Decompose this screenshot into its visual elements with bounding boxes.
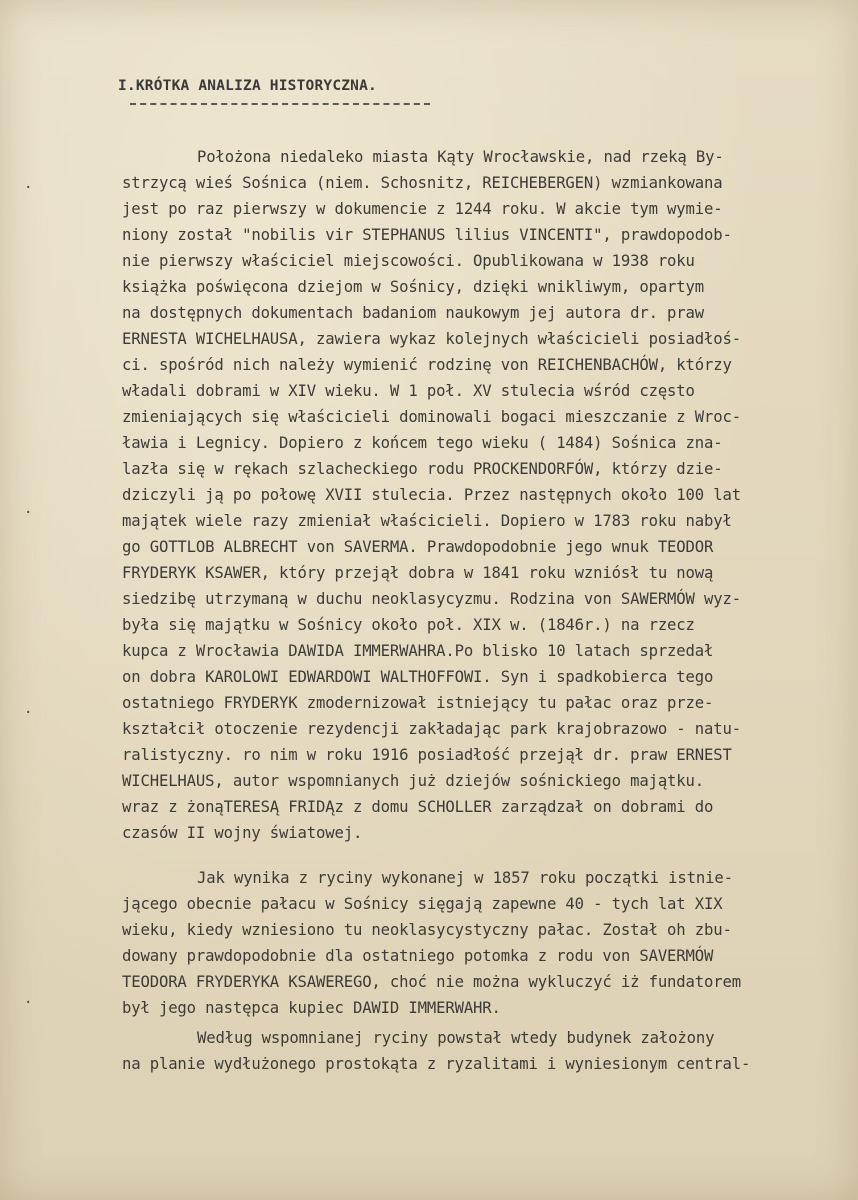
margin-mark: · [24, 705, 33, 721]
text-line: Położona niedaleko miasta Kąty Wrocławskie, nad rzeką By- [197, 148, 724, 166]
text-line: ci. spośród nich należy wymienić rodzinę von REICHENBACHÓW, którzy [122, 356, 732, 374]
title-underline [130, 103, 430, 105]
text-line: książka poświęcona dziejom w Sośnicy, dzięki wnikliwym, opartym [122, 278, 705, 296]
margin-mark: · [24, 180, 33, 196]
text-line: siedzibę utrzymaną w duchu neoklasycyzmu. Rodzina von SAWERMÓW wyz- [122, 590, 741, 608]
text-line: on dobra KAROLOWI EDWARDOWI WALTHOFFOWI. Syn i spadkobierca tego [122, 668, 714, 686]
section-title: I.KRÓTKA ANALIZA HISTORYCZNA. [118, 78, 377, 94]
text-line: dowany prawdopodobnie dla ostatniego potomka z rodu von SAVERMÓW [122, 947, 714, 965]
text-line: jącego obecnie pałacu w Sośnicy sięgają zapewne 40 - tych lat XIX [122, 895, 723, 913]
text-line: strzycą wieś Sośnica (niem. Schosnitz, REICHEBERGEN) wzmiankowana [122, 174, 723, 192]
text-line: była się majątku w Sośnicy około poł. XIX w. (1846r.) na rzecz [122, 616, 695, 634]
text-line: kupca z Wrocławia DAWIDA IMMERWAHRA.Po blisko 10 latach sprzedał [122, 642, 714, 660]
text-line: lazła się w rękach szlacheckiego rodu PROCKENDORFÓW, którzy dzie- [122, 460, 723, 478]
text-line: był jego następca kupiec DAWID IMMERWAHR. [122, 999, 501, 1017]
text-line: WICHELHAUS, autor wspomnianych już dziejów sośnickiego majątku. [122, 772, 705, 790]
text-line: jest po raz pierwszy w dokumencie z 1244 roku. W akcie tym wymie- [122, 200, 723, 218]
text-line: wieku, kiedy wzniesiono tu neoklasycystyczny pałac. Został oh zbu- [122, 921, 732, 939]
text-line: majątek wiele razy zmieniał właścicieli. Dopiero w 1783 roku nabył [122, 512, 732, 530]
text-line: nie pierwszy właściciel miejscowości. Opublikowana w 1938 roku [122, 252, 695, 270]
text-line: dziczyli ją po połowę XVII stulecia. Przez następnych około 100 lat [122, 486, 741, 504]
text-line: TEODORA FRYDERYKA KSAWEREGO, choć nie można wykluczyć iż fundatorem [122, 973, 741, 991]
text-line: ostatniego FRYDERYK zmodernizował istniejący tu pałac oraz prze- [122, 694, 714, 712]
text-line: zmieniających się właścicieli dominowali bogaci mieszczanie z Wroc- [122, 408, 741, 426]
text-line: ralistyczny. ro nim w roku 1916 posiadłość przejął dr. praw ERNEST [122, 746, 732, 764]
text-line: Według wspomnianej ryciny powstał wtedy budynek założony [197, 1029, 715, 1047]
text-line: ławia i Legnicy. Dopiero z końcem tego wieku ( 1484) Sośnica zna- [122, 434, 723, 452]
text-line: na planie wydłużonego prostokąta z ryzalitami i wyniesionym central- [122, 1055, 751, 1073]
text-line: na dostępnych dokumentach badaniom naukowym jej autora dr. praw [122, 304, 705, 322]
text-line: ERNESTA WICHELHAUSA, zawiera wykaz kolejnych właścicieli posiadłoś- [122, 330, 741, 348]
margin-mark: · [24, 995, 33, 1011]
text-line: FRYDERYK KSAWER, który przejął dobra w 1841 roku wzniósł tu nową [122, 564, 714, 582]
text-line: go GOTTLOB ALBRECHT von SAVERMA. Prawdopodobnie jego wnuk TEODOR [122, 538, 714, 556]
text-line: Jak wynika z ryciny wykonanej w 1857 roku początki istnie- [197, 869, 733, 887]
margin-mark: · [24, 505, 33, 521]
text-line: wraz z żonąTERESĄ FRIDĄz z domu SCHOLLER zarządzał on dobrami do [122, 798, 714, 816]
text-line: niony został "nobilis vir STEPHANUS lilius VINCENTI", prawdopodob- [122, 226, 732, 244]
text-line: czasów II wojny światowej. [122, 824, 363, 842]
text-line: władali dobrami w XIV wieku. W 1 poł. XV stulecia wśród często [122, 382, 695, 400]
text-line: kształcił otoczenie rezydencji zakładając park krajobrazowo - natu- [122, 720, 741, 738]
